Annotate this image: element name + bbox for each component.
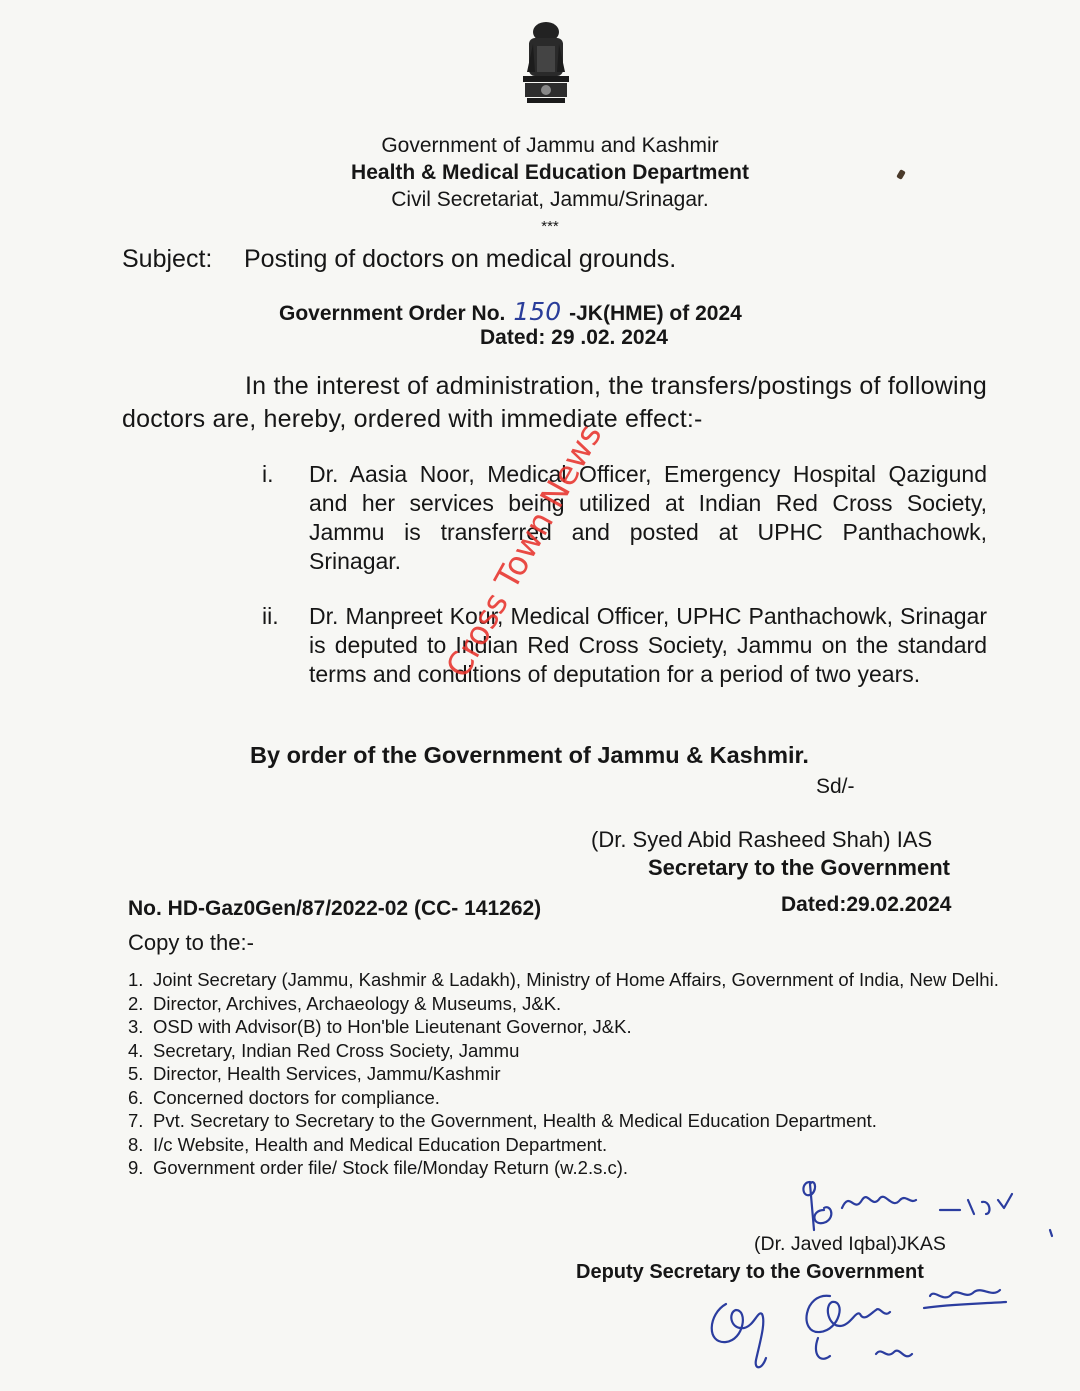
list-item-number: 8. — [128, 1133, 144, 1155]
order-prefix: Government Order No. — [279, 302, 506, 325]
item-numeral: i. — [262, 461, 274, 487]
copy-to-label: Copy to the:- — [128, 930, 254, 955]
item-numeral: ii. — [262, 603, 279, 629]
copy-to-list — [128, 968, 1008, 1180]
list-item-number: 5. — [128, 1063, 144, 1084]
list-item-number: 4. — [128, 1039, 144, 1061]
list-item — [128, 1086, 1008, 1110]
list-item — [128, 1062, 1008, 1086]
list-item — [128, 992, 1008, 1016]
list-item-text: Secretary, Indian Red Cross Society, Jammu — [153, 1039, 520, 1061]
deputy-name: (Dr. Javed Iqbal)JKAS — [754, 1233, 946, 1255]
item-text: Dr. Manpreet Kour, Medical Officer, UPHC Panthachowk, Srinagar is deputed to Indian Red Cross Society, Jammu on the standard terms and conditions of deputation for a period of two years. — [309, 603, 987, 687]
list-item-number: 1. — [128, 969, 144, 990]
list-item-text: I/c Website, Health and Medical Education Department. — [153, 1133, 608, 1155]
deputy-title: Deputy Secretary to the Government — [576, 1261, 924, 1283]
signatory-name: (Dr. Syed Abid Rasheed Shah) IAS — [591, 827, 933, 852]
order-item — [262, 460, 987, 576]
list-item-text: Director, Health Services, Jammu/Kashmir — [153, 1063, 501, 1084]
header-asterisks: *** — [541, 218, 559, 235]
signatory-sd: Sd/- — [816, 775, 855, 798]
list-item — [128, 1039, 1008, 1063]
initials-signature-icon — [700, 1270, 1030, 1385]
watermark: Cross Town News — [438, 417, 610, 684]
item-text: Dr. Aasia Noor, Medical Officer, Emergency Hospital Qazigund and her services being utilized at Indian Red Cross Society, Jammu is transferred and posted at UPHC Panthachowk, Srinagar. — [309, 461, 987, 574]
list-item-number: 2. — [128, 992, 144, 1014]
header-government: Government of Jammu and Kashmir — [381, 134, 719, 157]
header-office: Civil Secretariat, Jammu/Srinagar. — [391, 188, 709, 211]
list-item — [128, 1015, 1008, 1039]
header-department: Health & Medical Education Department — [351, 161, 749, 184]
list-item-text: Pvt. Secretary to Secretary to the Government, Health & Medical Education Department. — [153, 1110, 877, 1131]
list-item-text: Government order file/ Stock file/Monday Return (w.2.s.c). — [153, 1157, 629, 1178]
reference-number: No. HD-Gaz0Gen/87/2022-02 (CC- 141262) — [128, 897, 542, 920]
list-item-number: 9. — [128, 1157, 144, 1178]
subject-line — [122, 245, 676, 274]
order-date: Dated: 29 .02. 2024 — [480, 326, 668, 349]
reference-date: Dated:29.02.2024 — [781, 893, 952, 916]
list-item-text: Concerned doctors for compliance. — [153, 1086, 440, 1108]
list-item-number: 6. — [128, 1086, 144, 1108]
by-order-line: By order of the Government of Jammu & Kashmir. — [250, 742, 809, 768]
list-item-text: OSD with Advisor(B) to Hon'ble Lieutenant Governor, J&K. — [153, 1016, 632, 1037]
list-item-number: 3. — [128, 1016, 144, 1037]
order-item — [262, 602, 987, 689]
list-item-text: Joint Secretary (Jammu, Kashmir & Ladakh), Ministry of Home Affairs, Government of India, New Delhi. — [153, 969, 999, 990]
intro-paragraph: In the interest of administration, the transfers/postings of following doctors are, hereby, ordered with immediate effect:- — [122, 372, 987, 433]
subject-text: Posting of doctors on medical grounds. — [244, 245, 677, 273]
list-item — [128, 1133, 1008, 1157]
list-item-number: 7. — [128, 1110, 144, 1131]
list-item-text: Director, Archives, Archaeology & Museums, J&K. — [153, 992, 562, 1014]
order-number-handwritten: 150 — [513, 297, 562, 326]
signatory-title: Secretary to the Government — [648, 855, 950, 880]
list-item — [128, 1109, 1008, 1133]
state-emblem-icon — [515, 18, 577, 108]
order-suffix: -JK(HME) of 2024 — [569, 302, 742, 325]
subject-label: Subject: — [122, 245, 213, 273]
list-item — [128, 968, 1008, 992]
